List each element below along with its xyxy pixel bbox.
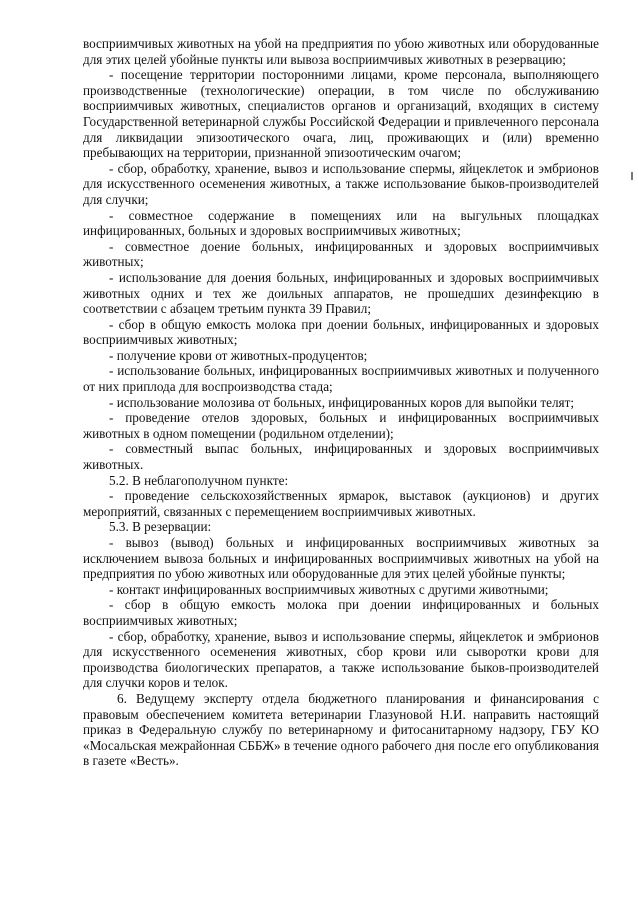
section-5-2-heading: 5.2. В неблагополучном пункте: bbox=[109, 472, 289, 488]
paragraph-breeding: - использование больных, инфицированных восприимчивых животных и полученного от них приплода для воспроизводства стада; bbox=[83, 363, 599, 395]
paragraph-reservation-sperm: - сбор, обработку, хранение, вывоз и использование спермы, яйцеклеток и эмбрионов для искусственного осеменения животных, сбор крови или сыворотки крови для производства биологических препаратов, а также использование быков-производителей для случки коров и телок. bbox=[83, 628, 599, 691]
paragraph-blood: - получение крови от животных-продуцентов; bbox=[109, 347, 368, 363]
paragraph-reservation-milk: - сбор в общую емкость молока при доении инфицированных и больных восприимчивых животных; bbox=[83, 597, 599, 628]
margin-mark bbox=[631, 172, 633, 180]
paragraph-continuation: восприимчивых животных на убой на предприятия по убою животных или оборудованные для этих целей убойные пункты или вывоза восприимчивых животных в резервацию; bbox=[83, 36, 599, 67]
section-5-3-heading: 5.3. В резервации: bbox=[109, 519, 212, 535]
paragraph-colostrum: - использование молозива от больных, инфицированных коров для выпойки телят; bbox=[109, 394, 575, 410]
paragraph-calving: - проведение отелов здоровых, больных и инфицированных восприимчивых животных в одном помещении (родильном отделении); bbox=[83, 410, 599, 441]
paragraph-joint-milking: - совместное доение больных, инфицированных и здоровых восприимчивых животных; bbox=[83, 238, 599, 270]
paragraph-sperm-collection: - сбор, обработку, хранение, вывоз и использование спермы, яйцеклеток и эмбрионов для искусственного осеменения животных, а также использование быков-производителей для случки; bbox=[83, 160, 599, 207]
paragraph-joint-keeping: - совместное содержание в помещениях или на выгульных площадках инфицированных, больных и здоровых восприимчивых животных; bbox=[83, 207, 599, 239]
paragraph-milk-collection: - сбор в общую емкость молока при доении больных, инфицированных и здоровых восприимчивых животных; bbox=[83, 316, 599, 348]
paragraph-contact: - контакт инфицированных восприимчивых животных с другими животными; bbox=[109, 581, 549, 597]
paragraph-grazing: - совместный выпас больных, инфицированных и здоровых восприимчивых животных. bbox=[83, 441, 599, 473]
section-6-paragraph: 6. Ведущему эксперту отдела бюджетного планирования и финансирования с правовым обеспечением комитета ветеринарии Глазуновой Н.И. направить настоящий приказ в Федеральную службу по ветеринарному и фитосанитарному надзору, ГБУ КО «Мосальская межрайонная СББЖ» в течение одного рабочего дня после его опубликования в газете «Весть». bbox=[83, 690, 599, 769]
paragraph-milking-equipment: - использование для доения больных, инфицированных и здоровых восприимчивых животных одних и тех же доильных аппаратов, не прошедших дезинфекцию в соответствии с абзацем третьим пункта 39 Правил; bbox=[83, 269, 599, 317]
paragraph-visitors: - посещение территории посторонними лицами, кроме персонала, выполняющего производственные (технологические) операции, в том числе по обслуживанию восприимчивых животных, специалистов органов и организаций, входящих в систему Государственной ветеринарной службы Российской Федерации и привлеченного персонала для ликвидации эпизоотического очага, лиц, проживающих и (или) временно пребывающих на территории, признанной эпизоотическим очагом; bbox=[83, 67, 599, 161]
paragraph-fairs: - проведение сельскохозяйственных ярмарок, выставок (аукционов) и других мероприятий, связанных с перемещением восприимчивых животных. bbox=[83, 488, 599, 519]
paragraph-export: - вывоз (вывод) больных и инфицированных восприимчивых животных за исключением вывоза больных и инфицированных восприимчивых животных на убой на предприятия по убою животных или оборудованные для этих целей убойные пункты; bbox=[83, 535, 599, 582]
